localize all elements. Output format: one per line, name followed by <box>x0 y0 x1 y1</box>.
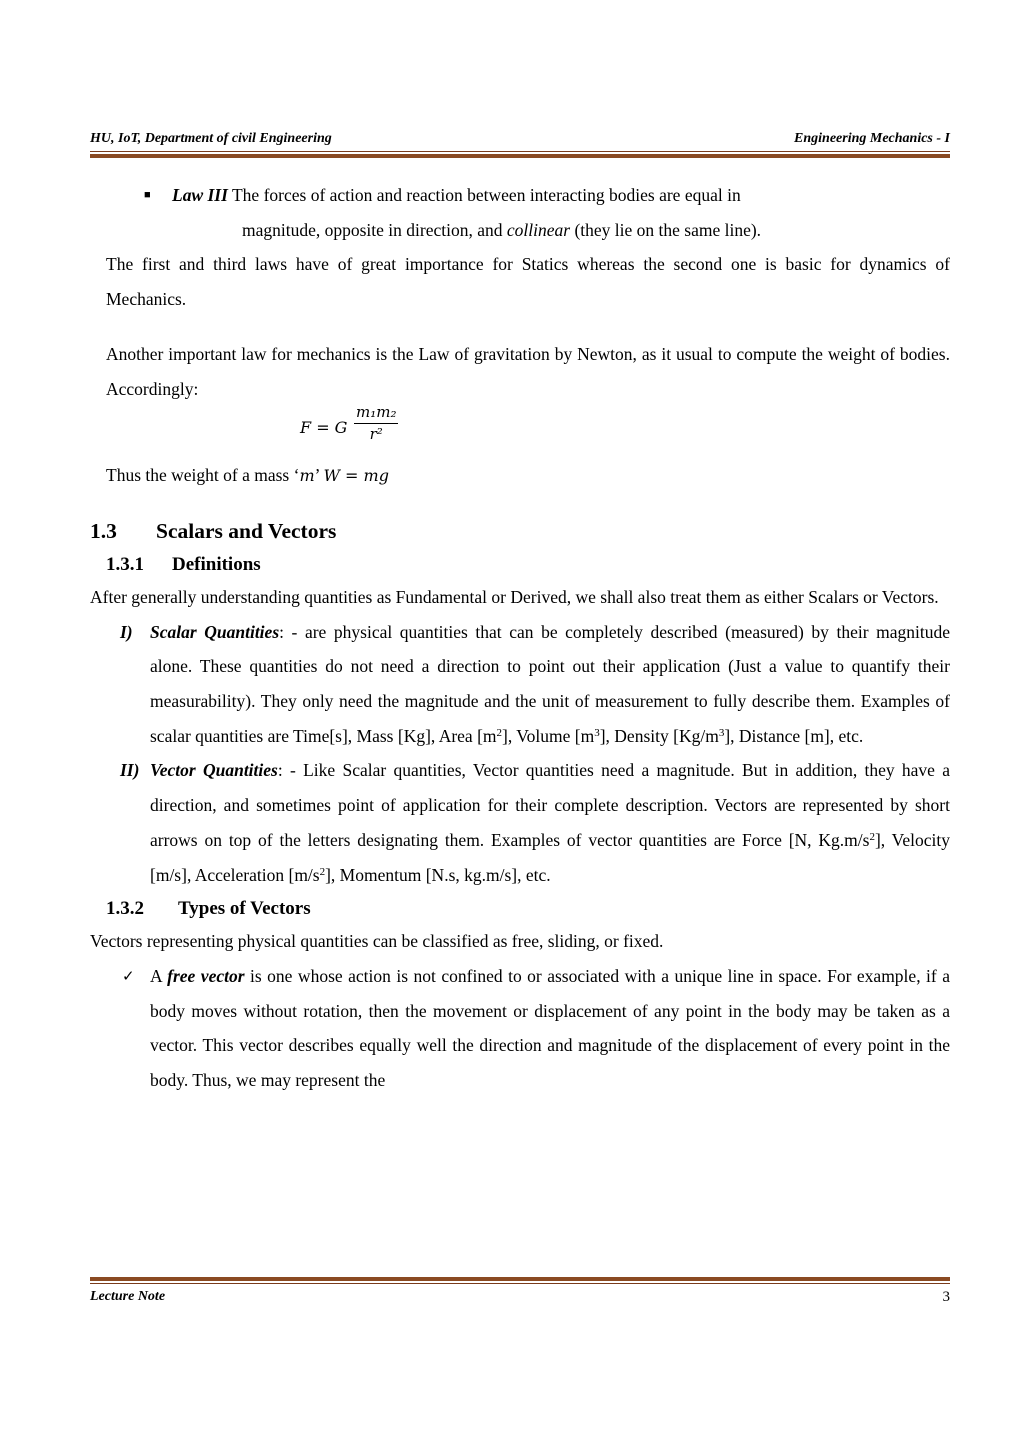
free-vector-title: free vector <box>167 965 245 986</box>
page-number: 3 <box>942 1289 950 1305</box>
collinear-term: collinear <box>506 219 571 240</box>
subsection-title: Definitions <box>172 553 261 575</box>
weight-mass-symbol: m <box>299 466 315 486</box>
header-right: Engineering Mechanics - I <box>794 131 950 146</box>
weight-quote: ’ <box>314 465 324 486</box>
subsection-definitions <box>106 550 950 580</box>
weight-equation: W = mg <box>323 466 389 486</box>
vector-sup-acceleration: 2 <box>319 865 326 878</box>
definitions-paragraph: After generally understanding quantities as Fundamental or Derived, we shall also treat them as either Scalars or Vectors. <box>90 586 939 607</box>
header-rule <box>90 151 950 158</box>
free-vector-text: is one whose action is not confined to or associated with a unique line in space. For example, if a body moves without rotation, then the movement or displacement of any point in the body may be taken as a vector. This vector describes equally well the direction and magnitude of the displacement of every point in the body. Thus, we may represent the <box>150 965 950 1091</box>
scalar-item <box>90 615 950 754</box>
vector-item <box>90 753 950 892</box>
free-vector-item <box>90 959 950 1098</box>
vector-text1: : - Like Scalar quantities, Vector quantities need a magnitude. But in addition, they have a direction, and sometimes point of application for their complete description. Vectors are represented by short arrows on top of the letters designating them. Examples of vector quantities are Force [N, Kg.m/s <box>150 760 950 850</box>
formula-lhs: F = G <box>300 418 348 438</box>
subsection-types <box>106 894 950 924</box>
scalar-marker: I) <box>120 621 133 642</box>
section-number: 1.3 <box>90 518 117 543</box>
page-header <box>90 131 950 149</box>
vector-sup-force: 2 <box>869 830 875 843</box>
header-left: HU, IoT, Department of civil Engineering <box>90 131 332 146</box>
subsection-number: 1.3.2 <box>106 898 144 920</box>
vector-text3: ], Momentum [N.s, kg.m/s], etc. <box>325 864 551 885</box>
footer-rule <box>90 1277 950 1284</box>
law-three-label: Law III <box>172 185 228 205</box>
scalar-text2: ], Volume [m <box>502 725 595 746</box>
footer-left: Lecture Note <box>90 1289 166 1304</box>
formula-numerator: m₁m₂ <box>354 402 398 424</box>
types-paragraph: Vectors representing physical quantities can be classified as free, sliding, or fixed. <box>90 931 664 952</box>
subsection-title: Types of Vectors <box>178 898 311 920</box>
free-vector-article: A <box>150 965 168 986</box>
section-title: Scalars and Vectors <box>156 518 337 543</box>
scalar-text1: : - are physical quantities that can be completely described (measured) by their magnitude alone. These quantities do not need a direction to point out their application (Just a value to quantify their measurability). They only need the magnitude and the unit of measurement to fully describe them. Examples of scalar quantities are Time[s], Mass [Kg], Area [m <box>150 621 950 746</box>
law-three-text1: The forces of action and reaction between interacting bodies are equal in <box>227 185 741 205</box>
weight-text: Thus the weight of a mass ‘ <box>106 465 300 486</box>
laws-paragraph: The first and third laws have of great importance for Statics whereas the second one is basic for dynamics of Mechanics. <box>106 254 950 310</box>
vector-title: Vector Quantities <box>150 760 278 781</box>
scalar-sup-volume: 3 <box>594 726 600 739</box>
square-bullet-icon: ■ <box>144 189 151 201</box>
gravity-paragraph: Another important law for mechanics is the Law of gravitation by Newton, as it usual to compute the weight of bodies. Accordingly: <box>106 343 950 399</box>
scalar-title: Scalar Quantities <box>150 621 280 642</box>
law-three-line2 <box>90 213 950 248</box>
scalar-text4: ], Distance [m], etc. <box>724 725 864 746</box>
formula-fraction <box>354 402 398 444</box>
gravitation-formula <box>90 403 950 458</box>
scalar-sup-density: 3 <box>718 726 725 739</box>
section-heading <box>90 516 950 546</box>
vector-marker: II) <box>120 760 140 781</box>
law-three-text3: (they lie on the same line). <box>570 219 762 240</box>
scalar-sup-area: 2 <box>496 726 503 739</box>
page-body <box>90 178 950 1098</box>
checkmark-icon: ✓ <box>122 966 135 985</box>
vector-text2: ], Velocity [m/s], Acceleration [m/s <box>150 829 950 885</box>
law-three-line1 <box>90 178 950 213</box>
law-three-text2: magnitude, opposite in direction, and <box>242 219 507 240</box>
scalar-text3: ], Density [Kg/m <box>599 725 719 746</box>
subsection-number: 1.3.1 <box>106 553 144 575</box>
formula-denominator: r² <box>369 425 383 444</box>
weight-line <box>90 458 950 494</box>
